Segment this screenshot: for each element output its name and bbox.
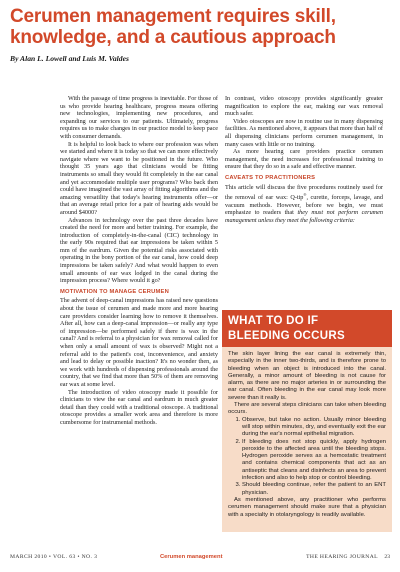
sidebar-intro: The skin layer lining the ear canal is extremely thin, especially in the inner two-thirds, and is therefore prone to bleeding when an object is introduced into the canal. Generally, a minor amount of bleeding is not cause for alarm, as there are no major arteries in or surrounding the ear canal. Often bleeding in the ear canal may look more severe than it really is.: [228, 351, 386, 401]
section-heading-caveats: CAVEATS TO PRACTITIONERS: [225, 174, 316, 181]
paragraph: As more hearing care providers practice cerumen management, the need increases for professional training to ensure that they do so in a safe and effective manner.: [225, 148, 383, 171]
left-column: [60, 95, 218, 427]
paragraph: With the passage of time progress is inevitable. For those of us who provide hearing healthcare, progress means offering new technologies, implementing new procedures, and expanding our services to our patients. Ultimately, progress requires us to make changes in our practice model to keep pace with consumer demands.: [60, 95, 218, 140]
running-title: Cerumen management: [160, 554, 223, 560]
caveats-emphasis: they must not perform cerumen management unless they meet the following criteria:: [225, 209, 383, 224]
paragraph: The advent of deep-canal impressions has raised new questions about the issue of cerumen and made more and more hearing care providers consider learning how to remove it themselves. After all, how can a deep-canal impression—or really any type of impression—be performed safely if there is wax in the canal? And is referral to a physician for wax removal called for when only a small amount of wax is observed? Might not a referral add to the patient's cost, inconvenience, and anxiety and lead to delay or possible inaction? It's no wonder then, as we work with hundreds of dispensing professionals around the country, that we find that more than 50% of them are removing ear wax at some level.: [60, 297, 218, 388]
paragraph: The introduction of video otoscopy made it possible for clinicians to view the ear canal and eardrum in much greater detail than they could with a traditional otoscope. A traditional otoscope provides a smaller work area and therefore is more cumbersome for instrumental methods.: [60, 388, 218, 426]
paragraph: Advances in technology over the past three decades have created the need for more and better training. For example, the introduction of completely-in-the-canal (CIC) technology in the early 90s required that ear impressions be taken within 5 mm of the eardrum. Given the potential risks associated with operating in the bony portion of the ear canal, how could deep impressions be taken safely? And what would happen to even small amounts of ear wax lodged in the canal during the impression process? Where would it go?: [60, 216, 218, 285]
sidebar-steps-intro: There are several steps clinicians can take when bleeding occurs.: [228, 402, 386, 416]
sidebar-body: [222, 347, 392, 519]
sidebar-heading-line1: WHAT TO DO IF: [228, 315, 319, 327]
journal-name: THE HEARING JOURNAL: [306, 554, 378, 560]
paragraph: It is helpful to look back to where our profession was when we started and where it is today so that we can more effectively navigate where we want to be positioned in the future. Who thought 35 years ago that clinicians would be fitting instruments so small they would fit completely in the ear canal and yet accommodate multiple user programs? Who back then could have imagined the vast array of fitting algorithms and the amazing versatility that today's hearing instruments offer—or that an average retail price for a pair of hearing aids would be around $4000?: [60, 140, 218, 216]
page-number: 23: [384, 554, 390, 560]
sidebar-closing: As mentioned above, any practitioner who performs cerumen management should make sure that a physician with a specialty in otolaryngology is readily available.: [228, 496, 386, 518]
paragraph: In contrast, video otoscopy provides significantly greater magnification to explore the ear, making ear wax removal much safer.: [225, 95, 383, 118]
section-heading-motivation: MOTIVATION TO MANAGE CERUMEN: [60, 288, 169, 295]
paragraph: Video otoscopes are now in routine use in many dispensing facilities. As mentioned above, it appears that more than half of all dispensing clinicians perform cerumen management, in many cases with little or no training.: [225, 117, 383, 148]
right-column: [225, 95, 383, 225]
article-title: Cerumen management requires skill, knowledge, and a cautious approach: [10, 6, 336, 48]
bleeding-sidebar: [222, 310, 392, 532]
sidebar-heading-line2: BLEEDING OCCURS: [228, 330, 345, 342]
sidebar-heading: [222, 310, 392, 347]
sidebar-steps-list: [228, 417, 386, 497]
byline: By Alan L. Lowell and Luis M. Valdes: [10, 54, 129, 63]
list-item: 2. If bleeding does not stop quickly, apply hydrogen peroxide to the affected area until the bleeding stops. Hydrogen peroxide serves as a hemostatic treatment and contains chemical components that act as an antiseptic that cleans and disinfects an area to prevent infection and also to help stop or control bleeding.: [242, 439, 386, 483]
caveats-text-b: , curette, forceps, lavage, and vacuum methods. However, before we begin, we must emphasize to readers that: [225, 194, 383, 217]
registered-mark: ®: [303, 192, 307, 198]
page-footer: [10, 554, 390, 564]
caveats-text-a: This article will discuss the five procedures routinely used for the removal of ear wax: Q-tip: [225, 183, 383, 202]
paragraph-caveats: [225, 184, 383, 225]
list-item: 1. Observe, but take no action. Usually minor bleeding will stop within minutes, dry, and eventually exit the ear during the ear's normal epithelial migration.: [242, 417, 386, 439]
issue-info: MARCH 2010 • VOL. 63 • NO. 3: [10, 554, 98, 560]
list-item: 3. Should bleeding continue, refer the patient to an ENT physician.: [242, 482, 386, 497]
